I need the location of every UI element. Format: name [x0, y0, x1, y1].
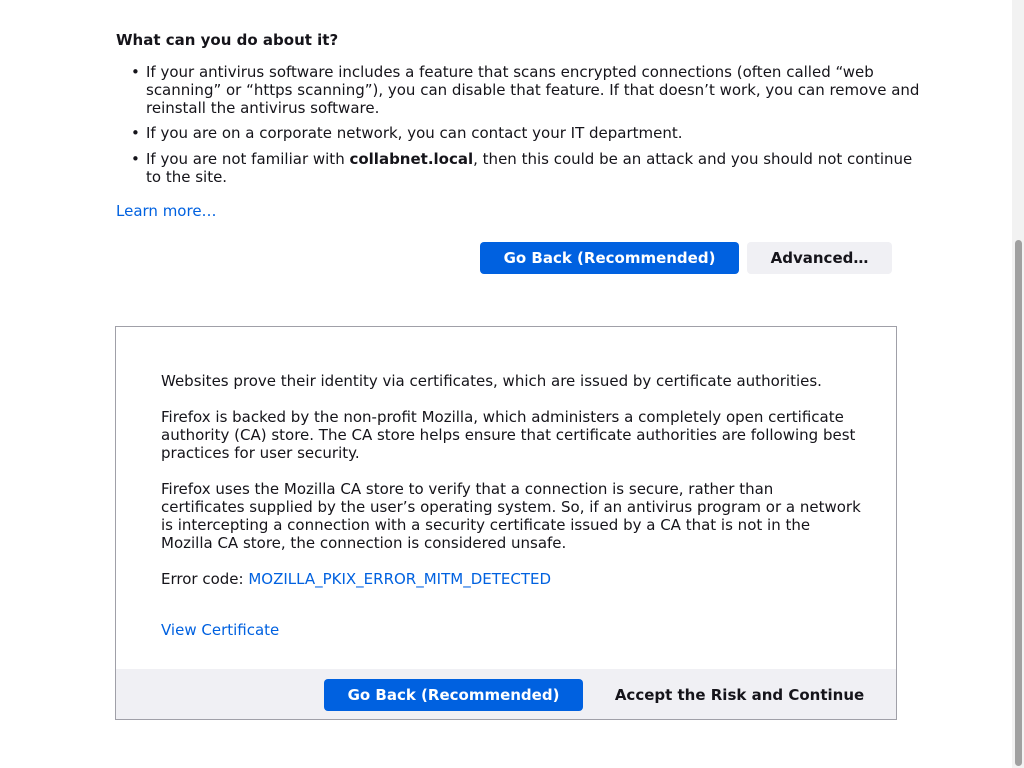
- certificate-info-paragraph: Websites prove their identity via certificates, which are issued by certificate authorities.: [161, 372, 822, 390]
- list-item-suffix: , then this could be an attack and you should not continue to the site.: [146, 150, 913, 186]
- list-item-prefix: If you are not familiar with: [146, 150, 350, 168]
- go-back-button-bottom[interactable]: Go Back (Recommended): [324, 679, 583, 711]
- advice-list: [116, 63, 921, 193]
- list-item: • If your antivirus software includes a feature that scans encrypted connections (often called “web scanning” or “https scanning”), you can disable that feature. If that doesn’t work, you can remove and reinstall the antivirus software.: [146, 63, 921, 117]
- list-item: [146, 150, 921, 186]
- accept-risk-button[interactable]: Accept the Risk and Continue: [591, 679, 888, 711]
- error-code-link[interactable]: MOZILLA_PKIX_ERROR_MITM_DETECTED: [248, 570, 552, 588]
- mozilla-ca-paragraph: Firefox is backed by the non-profit Mozilla, which administers a completely open certificate authority (CA) store. The CA store helps ensure that certificate authorities are following best practices for user security.: [161, 408, 856, 462]
- vertical-scrollbar[interactable]: [1012, 0, 1024, 768]
- learn-more-link[interactable]: Learn more…: [116, 202, 217, 220]
- scrollbar-thumb[interactable]: [1015, 240, 1022, 766]
- error-code-line: [161, 570, 861, 588]
- go-back-button[interactable]: Go Back (Recommended): [480, 242, 739, 274]
- error-code-label: Error code:: [161, 570, 249, 588]
- what-can-you-do-heading: What can you do about it?: [116, 31, 339, 49]
- ca-store-verification-paragraph: Firefox uses the Mozilla CA store to verify that a connection is secure, rather than certificates supplied by the user’s operating system. So, if an antivirus program or a network is intercepting a connection with a security certificate issued by a CA that is not in the Mozilla CA store, the connection is considered unsafe.: [161, 480, 861, 552]
- view-certificate-link[interactable]: View Certificate: [161, 621, 280, 639]
- advanced-button[interactable]: Advanced…: [747, 242, 892, 274]
- hostname: collabnet.local: [349, 150, 474, 168]
- advanced-panel-footer: [116, 669, 896, 719]
- advanced-panel: [115, 326, 897, 720]
- list-item: • If you are on a corporate network, you can contact your IT department.: [146, 124, 921, 142]
